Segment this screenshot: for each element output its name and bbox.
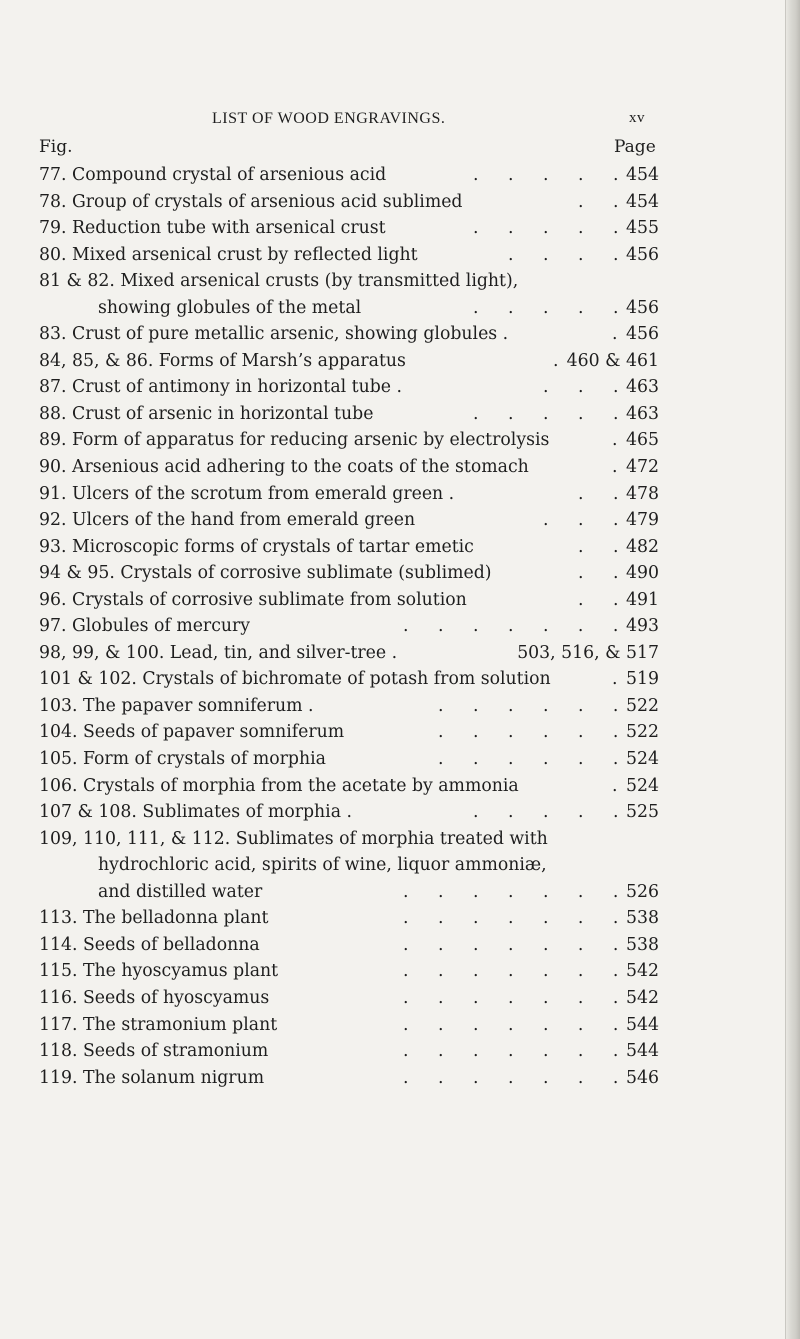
leader-dots: . . [578, 563, 631, 584]
entry-page-number: 460 & 461 [566, 350, 659, 371]
entry-page-number: 522 [626, 695, 659, 716]
list-item [39, 427, 659, 454]
entry-text: 115. The hyoscyamus plant [39, 961, 279, 982]
entry-text: 104. Seeds of papaver somniferum [39, 722, 345, 743]
leader-dots: . . . . . . [438, 722, 631, 743]
entry-text: 87. Crust of antimony in horizontal tube . [39, 377, 402, 398]
list-item [39, 1065, 659, 1092]
entry-page-number: 491 [626, 589, 659, 610]
list-item [39, 189, 659, 216]
entry-text: 94 & 95. Crystals of corrosive sublimate (sublimed) [39, 563, 492, 584]
entry-text: 88. Crust of arsenic in horizontal tube [39, 403, 374, 424]
entry-page-number: 546 [626, 1067, 659, 1088]
list-item [39, 534, 659, 561]
entry-text: 117. The stramonium plant [39, 1014, 278, 1035]
list-item [39, 773, 659, 800]
entry-text: hydrochloric acid, spirits of wine, liquor ammoniæ, [98, 855, 547, 876]
column-headings [0, 137, 800, 163]
engravings-list [39, 162, 659, 1091]
list-item [39, 481, 659, 508]
list-item [39, 719, 659, 746]
list-item [39, 932, 659, 959]
entry-page-number: 519 [626, 669, 659, 690]
entry-page-number: 526 [626, 881, 659, 902]
entry-text: 77. Compound crystal of arsenious acid [39, 165, 387, 185]
entry-text: 118. Seeds of stramonium [39, 1041, 269, 1062]
entry-text: 91. Ulcers of the scrotum from emerald green . [39, 483, 455, 504]
list-item [39, 1038, 659, 1065]
entry-text: 97. Globules of mercury [39, 616, 251, 637]
entry-page-number: 463 [626, 377, 659, 398]
entry-text: 92. Ulcers of the hand from emerald green [39, 510, 416, 531]
list-item [39, 879, 659, 906]
entry-text: 98, 99, & 100. Lead, tin, and silver-tree . [39, 642, 398, 663]
fig-column-label: Fig. [39, 137, 73, 157]
entry-text: 107 & 108. Sublimates of morphia . [39, 802, 352, 823]
list-item [39, 613, 659, 640]
leader-dots: . . . . . . . [403, 1041, 631, 1062]
list-item [39, 374, 659, 401]
list-item [39, 242, 659, 269]
list-item [39, 905, 659, 932]
entry-page-number: 542 [626, 987, 659, 1008]
entry-text: 116. Seeds of hyoscyamus [39, 987, 270, 1008]
leader-dots: . [612, 457, 630, 478]
entry-page-number: 503, 516, & 517 [517, 642, 659, 663]
entry-text: 113. The belladonna plant [39, 908, 269, 929]
entry-text: 81 & 82. Mixed arsenical crusts (by transmitted light), [39, 271, 519, 292]
leader-dots: . . [578, 191, 631, 212]
entry-text: 96. Crystals of corrosive sublimate from solution [39, 589, 467, 610]
leader-dots: . . . . . . . [403, 1067, 631, 1088]
entry-text: and distilled water [98, 881, 263, 902]
entry-text: 93. Microscopic forms of crystals of tartar emetic [39, 536, 474, 557]
list-item [39, 268, 659, 295]
leader-dots: . [553, 350, 571, 371]
leader-dots: . . . . . . [438, 695, 631, 716]
entry-text: 80. Mixed arsenical crust by reflected light [39, 244, 418, 265]
entry-page-number: 456 [626, 244, 659, 265]
list-item [39, 958, 659, 985]
entry-text: 103. The papaver somniferum . [39, 695, 314, 716]
entry-page-number: 456 [626, 324, 659, 345]
running-head-title: LIST OF WOOD ENGRAVINGS. [212, 110, 446, 127]
leader-dots: . . . . . . . [403, 908, 631, 929]
leader-dots: . [612, 324, 630, 345]
entry-text: 106. Crystals of morphia from the acetate by ammonia [39, 775, 519, 796]
entry-text: 119. The solanum nigrum [39, 1067, 265, 1088]
running-head [0, 110, 800, 134]
list-item [39, 401, 659, 428]
list-item [39, 454, 659, 481]
entry-text: 105. Form of crystals of morphia [39, 749, 326, 770]
entry-page-number: 454 [626, 191, 659, 212]
page-column-label: Page [614, 137, 656, 157]
leader-dots: . . . . . . . [403, 961, 631, 982]
entry-page-number: 479 [626, 510, 659, 531]
entry-text: 83. Crust of pure metallic arsenic, showing globules . [39, 324, 509, 345]
entry-page-number: 482 [626, 536, 659, 557]
entry-page-number: 465 [626, 430, 659, 451]
leader-dots: . . . . . . . [403, 881, 631, 902]
entry-page-number: 493 [626, 616, 659, 637]
entry-page-number: 544 [626, 1014, 659, 1035]
entry-page-number: 538 [626, 934, 659, 955]
entry-page-number: 524 [626, 749, 659, 770]
leader-dots: . . . . . [473, 802, 631, 823]
entry-page-number: 490 [626, 563, 659, 584]
entry-page-number: 456 [626, 297, 659, 318]
leader-dots: . . [578, 483, 631, 504]
list-item [39, 985, 659, 1012]
entry-page-number: 538 [626, 908, 659, 929]
list-item [39, 321, 659, 348]
entry-text: 79. Reduction tube with arsenical crust [39, 218, 386, 239]
leader-dots: . . [578, 536, 631, 557]
entry-page-number: 478 [626, 483, 659, 504]
list-item [39, 826, 659, 853]
list-item [39, 693, 659, 720]
leader-dots: . . . . . . . [403, 1014, 631, 1035]
entry-page-number: 542 [626, 961, 659, 982]
leader-dots: . . [578, 589, 631, 610]
leader-dots: . . . . . [473, 297, 631, 318]
leader-dots: . . . . . . . [403, 616, 631, 637]
list-item [39, 215, 659, 242]
entry-text: 78. Group of crystals of arsenious acid sublimed [39, 191, 463, 212]
list-item [39, 746, 659, 773]
entry-page-number: 524 [626, 775, 659, 796]
list-item [39, 666, 659, 693]
list-item [39, 640, 659, 667]
list-item [39, 295, 659, 322]
running-head-page-number: xv [629, 110, 645, 126]
leader-dots: . . . [543, 377, 631, 398]
leader-dots: . . . . . . . [403, 987, 631, 1008]
page-edge [785, 0, 800, 1339]
leader-dots: . . . . . [473, 403, 631, 424]
list-item [39, 162, 659, 189]
entry-page-number: 455 [626, 218, 659, 239]
leader-dots: . . . . [508, 244, 631, 265]
entry-text: 114. Seeds of belladonna [39, 934, 260, 955]
leader-dots: . [612, 430, 630, 451]
entry-text: 101 & 102. Crystals of bichromate of potash from solution [39, 669, 551, 690]
list-item [39, 852, 659, 879]
entry-page-number: 522 [626, 722, 659, 743]
list-item [39, 348, 659, 375]
list-item [39, 560, 659, 587]
entry-text: 90. Arsenious acid adhering to the coats of the stomach [39, 457, 529, 478]
list-item [39, 1012, 659, 1039]
list-item [39, 587, 659, 614]
entry-page-number: 454 [626, 165, 659, 185]
leader-dots: . . . . . . [438, 749, 631, 770]
entry-page-number: 544 [626, 1041, 659, 1062]
entry-text: 89. Form of apparatus for reducing arsenic by electrolysis [39, 430, 550, 451]
leader-dots: . [612, 669, 630, 690]
leader-dots: . . . . . . . [403, 934, 631, 955]
entry-text: 109, 110, 111, & 112. Sublimates of morphia treated with [39, 828, 548, 849]
entry-text: showing globules of the metal [98, 297, 362, 318]
list-item [39, 799, 659, 826]
leader-dots: . [612, 775, 630, 796]
leader-dots: . . . [543, 510, 631, 531]
leader-dots: . . . . . [473, 165, 631, 185]
list-item [39, 507, 659, 534]
entry-page-number: 463 [626, 403, 659, 424]
entry-text: 84, 85, & 86. Forms of Marsh’s apparatus [39, 350, 406, 371]
entry-page-number: 525 [626, 802, 659, 823]
entry-page-number: 472 [626, 457, 659, 478]
leader-dots: . . . . . [473, 218, 631, 239]
